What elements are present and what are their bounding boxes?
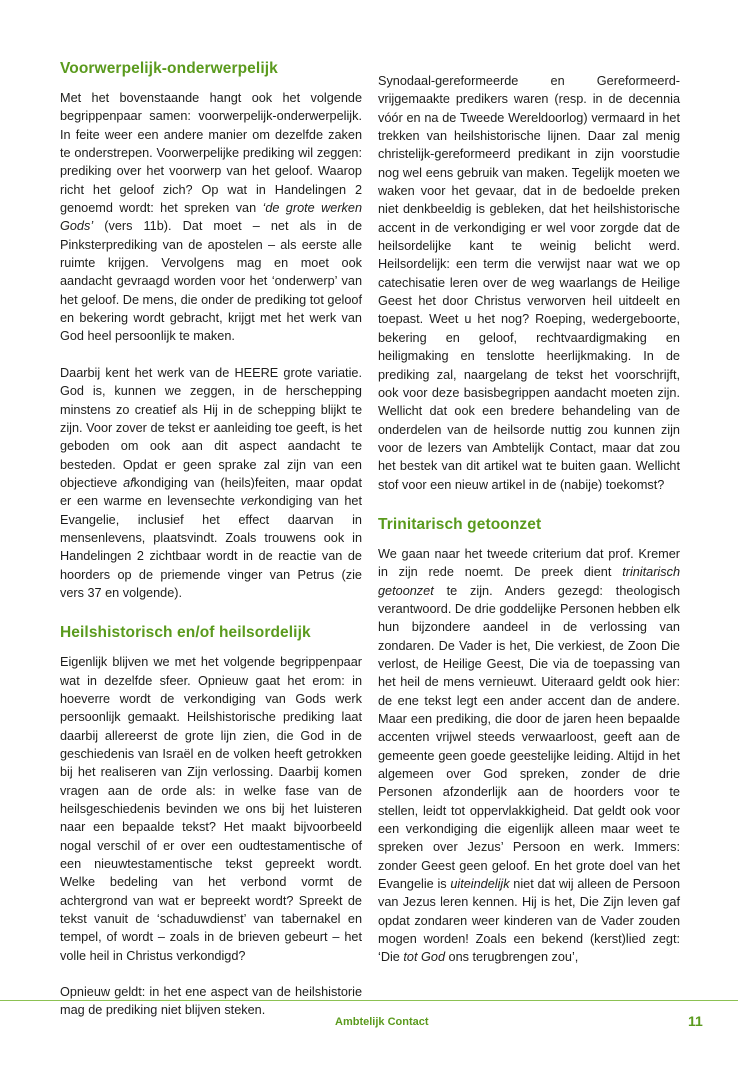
text-run: Met het bovenstaande hangt ook het volgende begrippenpaar samen: voorwerpelijk-onderwerpelijk. In feite weer een andere manier om dezelfde zaken te onderstrepen. Voorwerpelijke prediking wil zeggen: prediking over het voorwerp van het geloof. Waarop richt het geloof zich? Op wat in Handelingen 2 genoemd wordt: het spreken van	[60, 91, 362, 216]
text-run: We gaan naar het tweede criterium dat prof. Kremer in zijn rede noemt. De preek dient	[378, 546, 680, 580]
text-run: (vers 11b). Dat moet – net als in de Pinksterprediking van de apostelen – als eerste alle ruimte krijgen. Vervolgens mag en moet ook aandacht gevraagd worden voor het ‘onderwerp’ van het geloof. De mens, die onder de prediking tot geloof en bekering wordt gebracht, krijgt met het werk van God heel persoonlijk te maken.	[60, 219, 362, 344]
italic-text: af	[123, 475, 134, 490]
italic-text: uiteindelijk	[450, 877, 510, 892]
paragraph	[378, 72, 680, 494]
paragraph	[60, 364, 362, 602]
text-run: kondiging van het Evangelie, inclusief het effect daarvan in mensenlevens, plaatsvindt. Zoals trouwens ook in Handelingen 2 zichtbaar wordt in de reactie van de hoorders op de priemende vinger van Petrus (zie vers 37 en volgende).	[60, 494, 362, 600]
section-heading-trinitarisch: Trinitarisch getoonzet	[378, 515, 542, 533]
italic-text: trinitarisch getoonzet	[378, 565, 680, 598]
page-number: 11	[688, 1013, 703, 1029]
section-heading-voorwerpelijk: Voorwerpelijk-onderwerpelijk	[60, 60, 278, 77]
paragraph	[60, 983, 362, 1020]
text-run: Opnieuw geldt: in het ene aspect van de heilshistorie mag de prediking niet blijven steken.	[60, 985, 362, 1018]
paragraph	[60, 89, 362, 346]
text-run: ons terugbrengen zou’,	[445, 950, 579, 965]
text-run: kondiging van (heils)feiten, maar opdat er een warme en levensechte	[60, 475, 362, 509]
text-run: te zijn. Anders gezegd: theologisch verantwoord. De drie goddelijke Personen hebben elk hun bijzondere aandeel in de verlossing van zondaren. De Vader is het, Die verkiest, de Zoon Die verlost, de Heilige Geest, Die via de toepassing van het heil de mens vernieuwt. Uiteraard geldt ook hier: de ene tekst legt een ander accent dan de andere. Maar een prediking, die door de jaren heen bepaalde accenten vrijwel steeds verwaarloost, geeft aan de gemeente geen goede geestelijke leiding. Altijd in het algemeen over God spreken, zonder de drie Personen afzonderlijk aan de hoorders voor te stellen, leidt tot oppervlakkigheid. Dat geldt ook voor een verkondiging die eigenlijk alleen maar weet te spreken over Jezus’ Persoon en werk. Immers: zonder Geest geen geloof. En het grote doel van het Evangelie is	[378, 583, 680, 892]
text-run: Synodaal-gereformeerde en Gereformeerd-vrijgemaakte predikers waren (resp. in de decennia vóór en na de Tweede Wereldoorlog) vermaard in het trekken van heilshistorische lijnen. Daar zal menig christelijk-gereformeerd predikant in zijn voorstudie nog wel eens gebruik van maken. Tegelijk moeten we waken voor het gevaar, dat in de bedoelde preken niet denkbeeldig is gebleken, dat het heilshistorische accent in de verkondiging er wel voor zorgde dat de heilsordelijke kant te weinig belicht werd. Heilsordelijk: een term die verwijst naar wat we op catechisatie leren over de weg waarlangs de Heilige Geest het door Christus verworven heil uitdeelt en toepast. Weet u het nog? Roeping, wedergeboorte, bekering en geloof, rechtvaardigmaking en heiligmaking en tenslotte heerlijkmaking. In de prediking zal, naargelang de tekst het voorschrijft, ook voor deze basisbegrippen aandacht moeten zijn. Wellicht dat ook een bredere behandeling van de onderdelen van de heilsorde nuttig zou kunnen zijn voor de lezers van Ambtelijk Contact, maar dat zou het bestek van dit artikel wat te buiten gaan. Wellicht stof voor een nieuw artikel in de (nabije) toekomst?	[378, 74, 680, 492]
paragraph	[378, 545, 680, 967]
footer-divider	[0, 1000, 738, 1001]
footer-publication-title: Ambtelijk Contact	[335, 1016, 429, 1028]
right-column	[378, 72, 680, 967]
italic-text: ‘de grote werken Gods’	[60, 201, 362, 234]
text-run: Daarbij kent het werk van de HEERE grote variatie. God is, kunnen we zeggen, in de herschepping minstens zo creatief als Hij in de schepping blijkt te zijn. Voor zover de tekst er aanleiding toe geeft, is het geboden om ook aan dit aspect aandacht te besteden. Opdat er geen sprake zal zijn van een objectieve	[60, 365, 362, 490]
left-column	[60, 58, 362, 1020]
text-run: Eigenlijk blijven we met het volgende begrippenpaar wat in dezelfde sfeer. Opnieuw gaat het erom: in hoeverre wordt de verkondiging van Gods werk persoonlijk gemaakt. Heilshistorische prediking laat daarbij allereerst de grote lijn zien, die God in de geschiedenis van Israël en de volken heeft getrokken bij het realiseren van Zijn verlossing. Daarbij komen vragen aan de orde als: in welke fase van de heilsgeschiedenis bevinden we ons bij het luisteren naar een bepaalde tekst? Het maakt bijvoorbeeld nogal verschil of er over een oudtestamentische of een nieuwtestamentische tekst gepreekt wordt. Welke bedeling van het verbond vormt de achtergrond van wat er bepreekt wordt? Spreekt de tekst vanuit de ‘schaduwdienst’ van tabernakel en tempel, of wordt – zoals in de brieven gebeurt – het volle heil in Christus verkondigd?	[60, 655, 362, 963]
paragraph	[60, 653, 362, 965]
italic-text: tot God	[403, 950, 446, 965]
section-heading-heilshistorisch: Heilshistorisch en/of heilsordelijk	[60, 624, 311, 642]
italic-text: ver	[240, 494, 259, 509]
text-run: niet dat wij alleen de Persoon van Jezus leren kennen. Hij is het, Die Zijn leven gaf opdat zondaren weer kinderen van de Vader zouden mogen worden! Zoals een bekend (kerst)lied zegt: ‘Die	[378, 877, 681, 965]
